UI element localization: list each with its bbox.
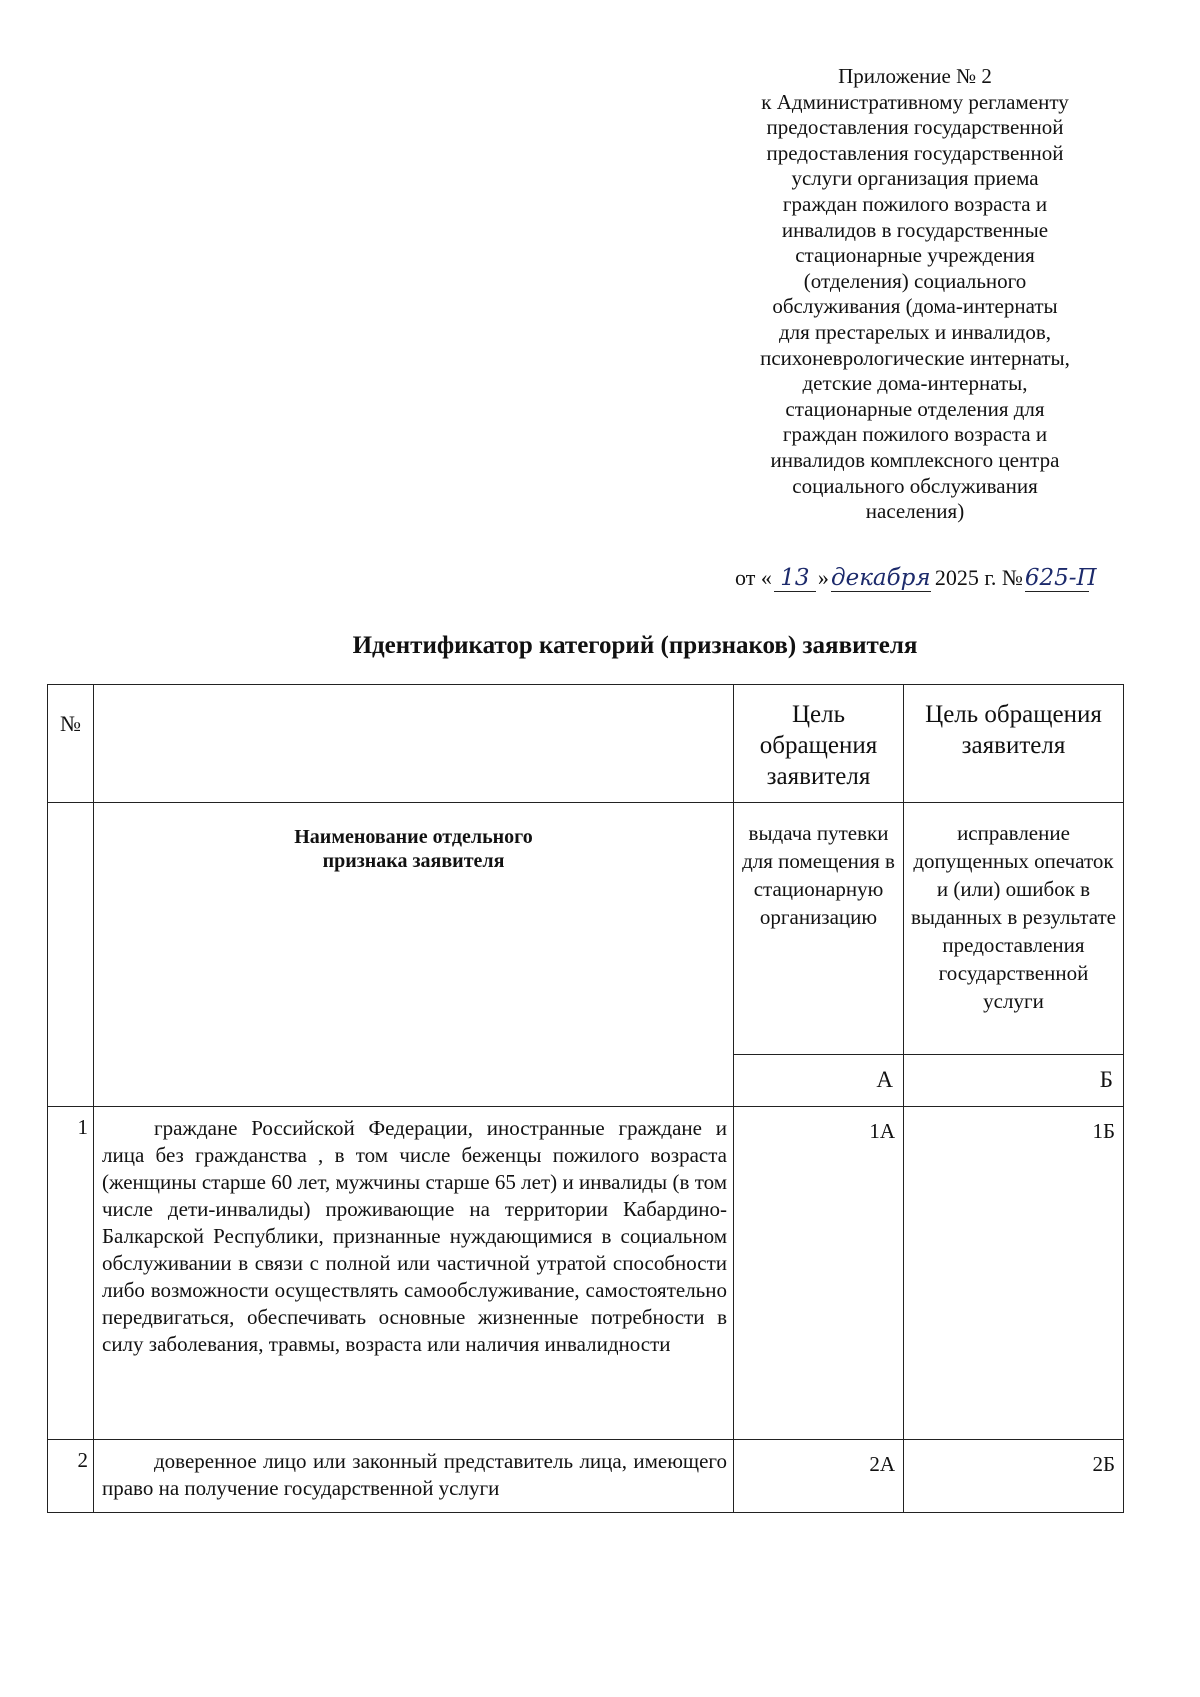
table-row: [48, 1107, 1124, 1440]
appendix-line: населения): [865, 499, 965, 524]
goal-a-description: выдача путевки для помещения в стационарную организацию: [734, 803, 904, 1055]
appendix-line: психоневрологические интернаты,: [760, 345, 1070, 370]
number-sign: №: [1001, 565, 1023, 590]
row-number: 2: [48, 1440, 94, 1513]
row-code-a: 1А: [734, 1107, 904, 1440]
appendix-line: социального обслуживания: [792, 473, 1038, 498]
appendix-line: граждан пожилого возраста и: [782, 191, 1048, 216]
header-row: [48, 685, 1124, 803]
date-line: [735, 565, 1097, 599]
goal-a-header: Цель обращения заявителя: [734, 685, 904, 803]
subheader-row: [48, 803, 1124, 1055]
date-prefix: от: [735, 565, 756, 590]
letter-b: Б: [904, 1055, 1124, 1107]
row-description: [94, 1440, 734, 1513]
row-code-b: 1Б: [904, 1107, 1124, 1440]
date-year: 2025 г.: [934, 565, 997, 590]
num-header: №: [48, 685, 94, 803]
goal-b-description: исправление допущенных опечаток и (или) ошибок в выданных в результате предоставления государственной услуги: [904, 803, 1124, 1055]
handwritten-day: 13: [774, 565, 816, 592]
name-header-top: [94, 685, 734, 803]
document-title: Идентификатор категорий (признаков) заявителя: [352, 632, 918, 659]
quote-open: «: [760, 565, 772, 590]
appendix-line: детские дома-интернаты,: [802, 371, 1028, 396]
row-text: доверенное лицо или законный представитель лица, имеющего право на получение государственной услуги: [102, 1449, 727, 1500]
row-description: [94, 1107, 734, 1440]
appendix-line: инвалидов в государственные: [781, 217, 1049, 242]
quote-close: »: [817, 565, 829, 590]
handwritten-month: декабря: [831, 565, 931, 591]
appendix-line: граждан пожилого возраста и: [782, 422, 1048, 447]
appendix-line: Приложение № 2: [838, 64, 992, 88]
identifier-table: [47, 684, 1124, 1513]
row-number: 1: [48, 1107, 94, 1440]
appendix-line: обслуживания (дома-интернаты: [772, 294, 1058, 319]
letter-a: А: [734, 1055, 904, 1107]
goal-b-header: Цель обращения заявителя: [904, 685, 1124, 803]
row-code-b: 2Б: [904, 1440, 1124, 1513]
appendix-line: стационарные отделения для: [785, 396, 1045, 421]
appendix-line: к Административному регламенту: [761, 89, 1069, 114]
handwritten-number: 625-П: [1024, 565, 1097, 591]
appendix-line: услуги организация приема: [791, 166, 1039, 191]
appendix-line: предоставления государственной: [766, 115, 1064, 140]
appendix-block: [730, 64, 1100, 525]
appendix-line: предоставления государственной: [766, 140, 1064, 165]
num-subheader: [48, 803, 94, 1107]
name-header: Наименование отдельного признака заявителя: [94, 803, 734, 1107]
appendix-line: стационарные учреждения: [795, 243, 1035, 268]
table-row: [48, 1440, 1124, 1513]
row-code-a: 2А: [734, 1440, 904, 1513]
appendix-line: (отделения) социального: [803, 268, 1027, 293]
appendix-line: для престарелых и инвалидов,: [778, 319, 1052, 344]
appendix-line: инвалидов комплексного центра: [770, 447, 1060, 472]
row-text: граждане Российской Федерации, иностранные граждане и лица без гражданства , в том числе беженцы пожилого возраста (женщины старше 60 лет, мужчины старше 65 лет) и инвалиды (в том числе дети-инвалиды) проживающие на территории Кабардино-Балкарской Республики, признанные нуждающимися в социальном обслуживании в связи с полной или частичной утратой способности либо возможности осуществлять самообслуживание, самостоятельно передвигаться, обеспечивать основные жизненные потребности в силу заболевания, травмы, возраста или наличия инвалидности: [102, 1116, 727, 1356]
